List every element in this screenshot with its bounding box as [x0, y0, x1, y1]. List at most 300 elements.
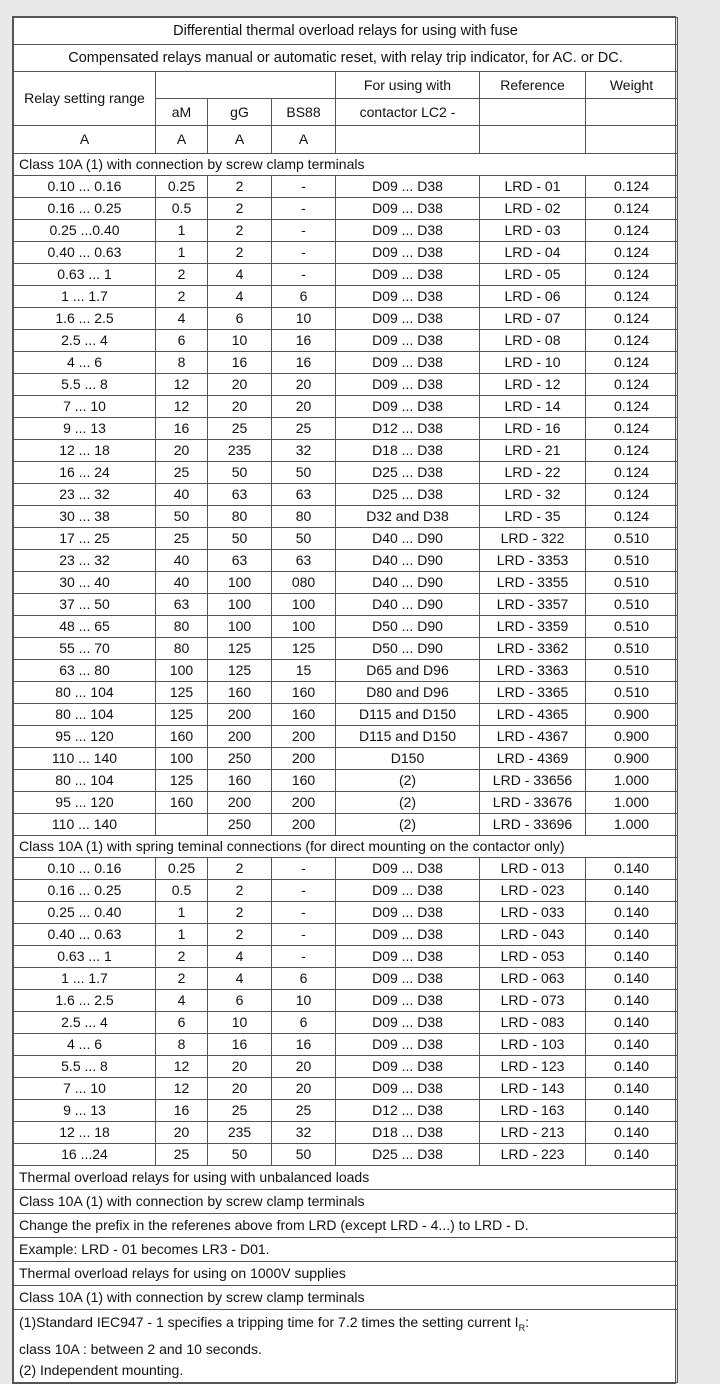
cell-bs88: 25 — [272, 418, 336, 440]
cell-reference: LRD - 22 — [480, 462, 586, 484]
cell-bs88: 160 — [272, 770, 336, 792]
cell-range: 16 ...24 — [14, 1144, 156, 1166]
cell-weight: 0.900 — [586, 704, 678, 726]
table-row — [14, 1012, 678, 1034]
cell-bs88: 10 — [272, 990, 336, 1012]
cell-bs88: 20 — [272, 396, 336, 418]
cell-weight: 0.140 — [586, 1100, 678, 1122]
table-row — [14, 242, 678, 264]
cell-range: 2.5 ... 4 — [14, 330, 156, 352]
cell-range: 4 ... 6 — [14, 1034, 156, 1056]
cell-am: 0.25 — [156, 858, 208, 880]
cell-weight: 0.124 — [586, 242, 678, 264]
note-row — [14, 1214, 678, 1238]
cell-contactor: D40 ... D90 — [336, 572, 480, 594]
unit-bs88: A — [272, 126, 336, 154]
cell-am: 12 — [156, 1056, 208, 1078]
cell-am: 8 — [156, 1034, 208, 1056]
cell-weight: 0.124 — [586, 264, 678, 286]
cell-contactor: D09 ... D38 — [336, 1056, 480, 1078]
cell-am: 12 — [156, 1078, 208, 1100]
cell-contactor: D09 ... D38 — [336, 990, 480, 1012]
unit-empty-3 — [586, 126, 678, 154]
cell-gg: 2 — [208, 198, 272, 220]
cell-range: 5.5 ... 8 — [14, 1056, 156, 1078]
note-row — [14, 1190, 678, 1214]
cell-contactor: D09 ... D38 — [336, 1034, 480, 1056]
footnote-row — [14, 1310, 678, 1383]
note-text: Thermal overload relays for using on 1000V supplies — [14, 1262, 678, 1286]
cell-range: 95 ... 120 — [14, 792, 156, 814]
cell-range: 110 ... 140 — [14, 814, 156, 836]
cell-am: 100 — [156, 660, 208, 682]
title-row — [14, 18, 678, 45]
cell-gg: 25 — [208, 1100, 272, 1122]
cell-bs88: 20 — [272, 1078, 336, 1100]
cell-gg: 125 — [208, 638, 272, 660]
cell-range: 37 ... 50 — [14, 594, 156, 616]
table-row — [14, 880, 678, 902]
cell-gg: 200 — [208, 726, 272, 748]
cell-reference: LRD - 223 — [480, 1144, 586, 1166]
cell-range: 23 ... 32 — [14, 484, 156, 506]
cell-range: 4 ... 6 — [14, 352, 156, 374]
cell-range: 0.16 ... 0.25 — [14, 880, 156, 902]
cell-range: 63 ... 80 — [14, 660, 156, 682]
cell-reference: LRD - 02 — [480, 198, 586, 220]
cell-reference: LRD - 322 — [480, 528, 586, 550]
table-row — [14, 990, 678, 1012]
cell-am: 16 — [156, 418, 208, 440]
table-row — [14, 594, 678, 616]
cell-reference: LRD - 213 — [480, 1122, 586, 1144]
table-row — [14, 550, 678, 572]
cell-am: 160 — [156, 792, 208, 814]
cell-bs88: - — [272, 198, 336, 220]
cell-am: 0.25 — [156, 176, 208, 198]
cell-gg: 4 — [208, 264, 272, 286]
cell-weight: 0.124 — [586, 506, 678, 528]
unit-range: A — [14, 126, 156, 154]
cell-weight: 1.000 — [586, 770, 678, 792]
cell-reference: LRD - 053 — [480, 946, 586, 968]
cell-gg: 200 — [208, 704, 272, 726]
cell-contactor: D09 ... D38 — [336, 1078, 480, 1100]
cell-gg: 235 — [208, 440, 272, 462]
cell-reference: LRD - 4367 — [480, 726, 586, 748]
cell-weight: 0.140 — [586, 968, 678, 990]
cell-am — [156, 814, 208, 836]
cell-contactor: D09 ... D38 — [336, 858, 480, 880]
header-weight: Weight — [586, 72, 678, 99]
cell-contactor: D09 ... D38 — [336, 880, 480, 902]
cell-contactor: D50 ... D90 — [336, 638, 480, 660]
cell-weight: 0.140 — [586, 1012, 678, 1034]
table-row — [14, 506, 678, 528]
header-for-using-1: For using with — [336, 72, 480, 99]
table-row — [14, 616, 678, 638]
cell-bs88: 200 — [272, 748, 336, 770]
cell-range: 0.25 ... 0.40 — [14, 902, 156, 924]
table-row — [14, 418, 678, 440]
cell-weight: 0.510 — [586, 616, 678, 638]
cell-bs88: 25 — [272, 1100, 336, 1122]
cell-weight: 0.124 — [586, 220, 678, 242]
cell-gg: 50 — [208, 528, 272, 550]
cell-am: 4 — [156, 990, 208, 1012]
cell-weight: 0.140 — [586, 1078, 678, 1100]
cell-bs88: - — [272, 220, 336, 242]
cell-am: 20 — [156, 1122, 208, 1144]
cell-weight: 0.140 — [586, 924, 678, 946]
cell-weight: 0.140 — [586, 902, 678, 924]
cell-weight: 0.900 — [586, 748, 678, 770]
cell-range: 16 ... 24 — [14, 462, 156, 484]
note-row — [14, 1238, 678, 1262]
cell-gg: 6 — [208, 308, 272, 330]
cell-range: 9 ... 13 — [14, 1100, 156, 1122]
cell-weight: 0.510 — [586, 638, 678, 660]
footnotes — [14, 1310, 678, 1383]
cell-range: 23 ... 32 — [14, 550, 156, 572]
table-row — [14, 462, 678, 484]
cell-gg: 4 — [208, 286, 272, 308]
note-text: Class 10A (1) with connection by screw clamp terminals — [14, 1190, 678, 1214]
cell-gg: 100 — [208, 616, 272, 638]
cell-am: 8 — [156, 352, 208, 374]
cell-reference: LRD - 3365 — [480, 682, 586, 704]
note-row — [14, 1286, 678, 1310]
cell-bs88: 160 — [272, 682, 336, 704]
cell-am: 2 — [156, 286, 208, 308]
cell-reference: LRD - 3362 — [480, 638, 586, 660]
cell-gg: 2 — [208, 242, 272, 264]
cell-reference: LRD - 123 — [480, 1056, 586, 1078]
cell-weight: 0.124 — [586, 418, 678, 440]
cell-weight: 0.510 — [586, 682, 678, 704]
cell-bs88: - — [272, 880, 336, 902]
cell-gg: 50 — [208, 462, 272, 484]
cell-bs88: - — [272, 242, 336, 264]
table-row — [14, 352, 678, 374]
cell-contactor: D09 ... D38 — [336, 352, 480, 374]
cell-contactor: D09 ... D38 — [336, 374, 480, 396]
cell-range: 12 ... 18 — [14, 440, 156, 462]
cell-reference: LRD - 073 — [480, 990, 586, 1012]
cell-bs88: 100 — [272, 594, 336, 616]
cell-range: 55 ... 70 — [14, 638, 156, 660]
unit-gg: A — [208, 126, 272, 154]
cell-reference: LRD - 07 — [480, 308, 586, 330]
cell-reference: LRD - 16 — [480, 418, 586, 440]
cell-weight: 0.124 — [586, 440, 678, 462]
section-header-row — [14, 836, 678, 858]
cell-reference: LRD - 32 — [480, 484, 586, 506]
cell-contactor: D12 ... D38 — [336, 1100, 480, 1122]
cell-range: 0.10 ... 0.16 — [14, 176, 156, 198]
table-row — [14, 924, 678, 946]
cell-contactor: D150 — [336, 748, 480, 770]
cell-am: 125 — [156, 704, 208, 726]
cell-am: 25 — [156, 462, 208, 484]
cell-range: 2.5 ... 4 — [14, 1012, 156, 1034]
header-fuse-group — [156, 72, 336, 99]
cell-range: 17 ... 25 — [14, 528, 156, 550]
footnote-1-subscript: R — [518, 1322, 526, 1333]
cell-contactor: D18 ... D38 — [336, 440, 480, 462]
cell-bs88: 80 — [272, 506, 336, 528]
footnote-2: (2) Independent mounting. — [19, 1361, 184, 1378]
cell-reference: LRD - 21 — [480, 440, 586, 462]
cell-weight: 0.124 — [586, 308, 678, 330]
cell-am: 80 — [156, 616, 208, 638]
cell-range: 1.6 ... 2.5 — [14, 308, 156, 330]
cell-range: 0.40 ... 0.63 — [14, 242, 156, 264]
cell-range: 0.40 ... 0.63 — [14, 924, 156, 946]
cell-weight: 0.124 — [586, 462, 678, 484]
cell-am: 40 — [156, 550, 208, 572]
cell-range: 9 ... 13 — [14, 418, 156, 440]
cell-reference: LRD - 103 — [480, 1034, 586, 1056]
cell-weight: 0.510 — [586, 572, 678, 594]
cell-contactor: D18 ... D38 — [336, 1122, 480, 1144]
cell-am: 2 — [156, 264, 208, 286]
cell-reference: LRD - 033 — [480, 902, 586, 924]
cell-gg: 20 — [208, 396, 272, 418]
cell-contactor: (2) — [336, 814, 480, 836]
cell-gg: 250 — [208, 814, 272, 836]
cell-contactor: (2) — [336, 792, 480, 814]
cell-bs88: 15 — [272, 660, 336, 682]
cell-bs88: - — [272, 858, 336, 880]
footnote-1-suffix: : — [525, 1314, 529, 1330]
cell-weight: 0.510 — [586, 550, 678, 572]
cell-am: 100 — [156, 748, 208, 770]
table-row — [14, 1144, 678, 1166]
section-title: Class 10A (1) with spring teminal connections (for direct mounting on the contactor only) — [14, 836, 678, 858]
header-weight-empty — [586, 99, 678, 126]
cell-reference: LRD - 013 — [480, 858, 586, 880]
cell-contactor: D115 and D150 — [336, 704, 480, 726]
cell-contactor: D25 ... D38 — [336, 462, 480, 484]
cell-am: 2 — [156, 946, 208, 968]
cell-bs88: 125 — [272, 638, 336, 660]
cell-bs88: 20 — [272, 374, 336, 396]
cell-range: 0.63 ... 1 — [14, 264, 156, 286]
cell-am: 1 — [156, 220, 208, 242]
cell-gg: 2 — [208, 880, 272, 902]
cell-bs88: 200 — [272, 814, 336, 836]
cell-weight: 0.140 — [586, 990, 678, 1012]
cell-reference: LRD - 33696 — [480, 814, 586, 836]
cell-bs88: 16 — [272, 330, 336, 352]
cell-am: 25 — [156, 1144, 208, 1166]
cell-weight: 0.124 — [586, 286, 678, 308]
cell-gg: 16 — [208, 1034, 272, 1056]
cell-contactor: D65 and D96 — [336, 660, 480, 682]
units-row — [14, 126, 678, 154]
cell-range: 48 ... 65 — [14, 616, 156, 638]
cell-weight: 0.140 — [586, 1056, 678, 1078]
table-row — [14, 814, 678, 836]
table-title: Differential thermal overload relays for using with fuse — [14, 18, 678, 45]
cell-reference: LRD - 04 — [480, 242, 586, 264]
cell-reference: LRD - 023 — [480, 880, 586, 902]
relay-table-sheet — [12, 16, 676, 1384]
cell-gg: 100 — [208, 572, 272, 594]
header-am: aM — [156, 99, 208, 126]
subtitle-row — [14, 45, 678, 72]
cell-am: 12 — [156, 374, 208, 396]
cell-am: 63 — [156, 594, 208, 616]
table-row — [14, 858, 678, 880]
cell-gg: 125 — [208, 660, 272, 682]
cell-bs88: - — [272, 264, 336, 286]
cell-range: 0.16 ... 0.25 — [14, 198, 156, 220]
cell-reference: LRD - 03 — [480, 220, 586, 242]
cell-bs88: 200 — [272, 726, 336, 748]
cell-bs88: 32 — [272, 1122, 336, 1144]
cell-gg: 4 — [208, 946, 272, 968]
cell-am: 2 — [156, 968, 208, 990]
cell-reference: LRD - 143 — [480, 1078, 586, 1100]
cell-am: 40 — [156, 572, 208, 594]
table-row — [14, 198, 678, 220]
cell-reference: LRD - 3355 — [480, 572, 586, 594]
cell-bs88: 6 — [272, 1012, 336, 1034]
cell-contactor: D50 ... D90 — [336, 616, 480, 638]
cell-gg: 4 — [208, 968, 272, 990]
header-reference: Reference — [480, 72, 586, 99]
cell-bs88: 080 — [272, 572, 336, 594]
cell-reference: LRD - 4369 — [480, 748, 586, 770]
relay-table — [13, 17, 678, 1383]
cell-weight: 0.124 — [586, 198, 678, 220]
cell-contactor: D09 ... D38 — [336, 308, 480, 330]
header-bs88: BS88 — [272, 99, 336, 126]
cell-gg: 63 — [208, 484, 272, 506]
cell-gg: 100 — [208, 594, 272, 616]
cell-am: 0.5 — [156, 198, 208, 220]
cell-am: 25 — [156, 528, 208, 550]
cell-gg: 20 — [208, 1056, 272, 1078]
table-row — [14, 946, 678, 968]
table-row — [14, 726, 678, 748]
note-text: Example: LRD - 01 becomes LR3 - D01. — [14, 1238, 678, 1262]
table-row — [14, 770, 678, 792]
cell-am: 20 — [156, 440, 208, 462]
cell-bs88: - — [272, 902, 336, 924]
cell-bs88: 32 — [272, 440, 336, 462]
cell-bs88: 100 — [272, 616, 336, 638]
cell-weight: 0.900 — [586, 726, 678, 748]
cell-reference: LRD - 12 — [480, 374, 586, 396]
cell-contactor: D80 and D96 — [336, 682, 480, 704]
cell-gg: 50 — [208, 1144, 272, 1166]
cell-am: 160 — [156, 726, 208, 748]
cell-bs88: 6 — [272, 968, 336, 990]
header-row-1 — [14, 72, 678, 99]
cell-contactor: D12 ... D38 — [336, 418, 480, 440]
cell-bs88: 50 — [272, 462, 336, 484]
cell-reference: LRD - 33676 — [480, 792, 586, 814]
cell-range: 0.25 ...0.40 — [14, 220, 156, 242]
cell-reference: LRD - 05 — [480, 264, 586, 286]
cell-contactor: D09 ... D38 — [336, 396, 480, 418]
table-row — [14, 176, 678, 198]
table-row — [14, 220, 678, 242]
cell-weight: 0.124 — [586, 484, 678, 506]
cell-am: 125 — [156, 682, 208, 704]
table-row — [14, 1122, 678, 1144]
cell-weight: 0.140 — [586, 946, 678, 968]
table-row — [14, 286, 678, 308]
cell-gg: 200 — [208, 792, 272, 814]
unit-empty-1 — [336, 126, 480, 154]
cell-reference: LRD - 163 — [480, 1100, 586, 1122]
cell-contactor: (2) — [336, 770, 480, 792]
table-row — [14, 308, 678, 330]
cell-gg: 80 — [208, 506, 272, 528]
table-row — [14, 1056, 678, 1078]
note-text: Change the prefix in the referenes above from LRD (except LRD - 4...) to LRD - D. — [14, 1214, 678, 1238]
table-row — [14, 792, 678, 814]
cell-am: 12 — [156, 396, 208, 418]
cell-weight: 0.140 — [586, 858, 678, 880]
cell-weight: 0.140 — [586, 1034, 678, 1056]
cell-am: 40 — [156, 484, 208, 506]
cell-gg: 10 — [208, 330, 272, 352]
cell-bs88: - — [272, 176, 336, 198]
cell-contactor: D09 ... D38 — [336, 968, 480, 990]
unit-empty-2 — [480, 126, 586, 154]
cell-range: 30 ... 38 — [14, 506, 156, 528]
cell-range: 0.10 ... 0.16 — [14, 858, 156, 880]
table-row — [14, 902, 678, 924]
cell-gg: 25 — [208, 418, 272, 440]
header-range: Relay setting range — [14, 72, 156, 126]
cell-contactor: D09 ... D38 — [336, 1012, 480, 1034]
cell-range: 7 ... 10 — [14, 396, 156, 418]
header-reference-empty — [480, 99, 586, 126]
note-text: Thermal overload relays for using with unbalanced loads — [14, 1166, 678, 1190]
cell-weight: 0.510 — [586, 660, 678, 682]
cell-bs88: 6 — [272, 286, 336, 308]
cell-gg: 20 — [208, 374, 272, 396]
cell-reference: LRD - 35 — [480, 506, 586, 528]
table-row — [14, 330, 678, 352]
cell-gg: 160 — [208, 770, 272, 792]
footnote-1 — [19, 1312, 675, 1339]
cell-range: 5.5 ... 8 — [14, 374, 156, 396]
cell-contactor: D40 ... D90 — [336, 550, 480, 572]
cell-contactor: D09 ... D38 — [336, 330, 480, 352]
cell-contactor: D115 and D150 — [336, 726, 480, 748]
cell-gg: 160 — [208, 682, 272, 704]
cell-contactor: D09 ... D38 — [336, 264, 480, 286]
cell-gg: 16 — [208, 352, 272, 374]
table-row — [14, 1078, 678, 1100]
note-row — [14, 1262, 678, 1286]
cell-bs88: 16 — [272, 1034, 336, 1056]
cell-contactor: D09 ... D38 — [336, 902, 480, 924]
cell-contactor: D09 ... D38 — [336, 242, 480, 264]
cell-bs88: 160 — [272, 704, 336, 726]
cell-contactor: D09 ... D38 — [336, 176, 480, 198]
cell-gg: 2 — [208, 902, 272, 924]
section-header-row — [14, 154, 678, 176]
cell-bs88: 16 — [272, 352, 336, 374]
